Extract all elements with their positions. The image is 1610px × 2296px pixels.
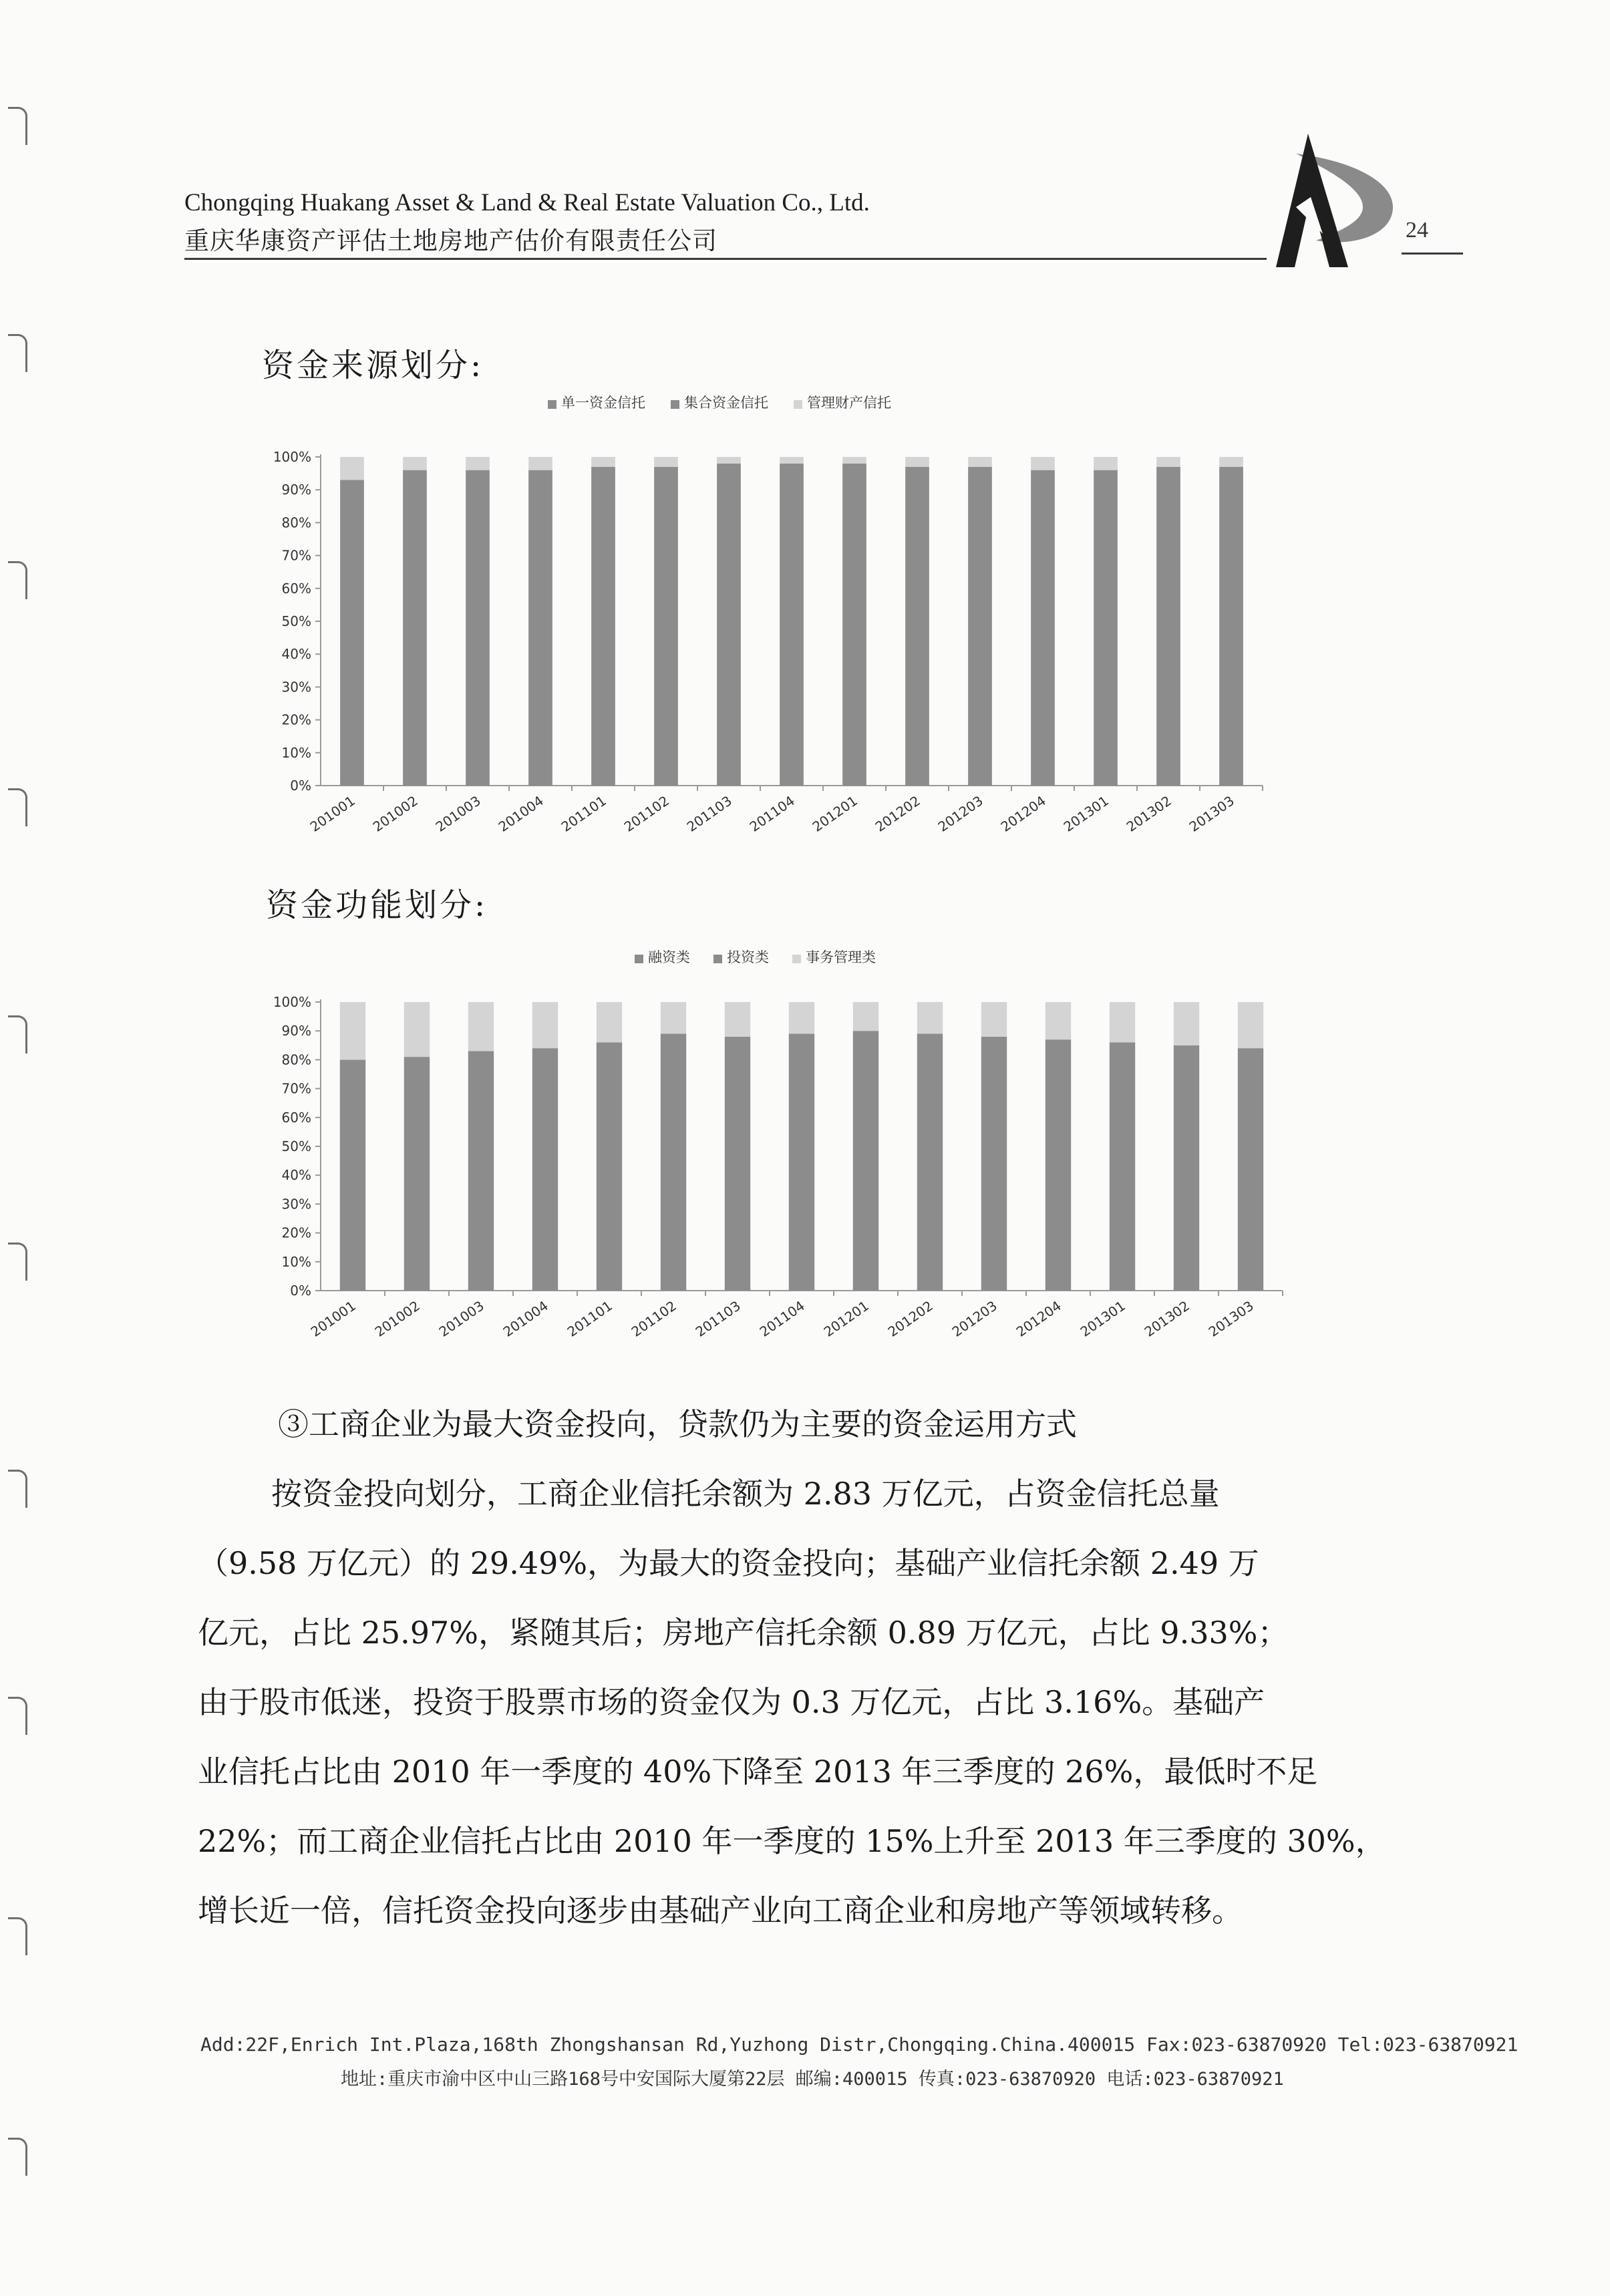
bar-segment	[853, 1031, 878, 1291]
page-number-rule	[1402, 253, 1463, 255]
company-logo	[1256, 134, 1396, 267]
bar-segment	[466, 457, 490, 470]
binder-mark	[8, 1917, 27, 1955]
legend-swatch	[792, 955, 801, 963]
bar-segment	[466, 470, 490, 786]
x-tick-label: 201204	[1013, 1297, 1064, 1340]
x-tick-label: 201104	[746, 792, 798, 835]
bar-segment	[1219, 467, 1243, 786]
x-tick-label: 201001	[307, 792, 358, 835]
binder-mark	[8, 1697, 27, 1735]
y-tick-label: 100%	[273, 994, 311, 1010]
bar-segment	[1094, 457, 1118, 470]
y-tick-label: 80%	[281, 1051, 311, 1068]
legend-label: 单一资金信托	[561, 395, 645, 411]
footer-address-cn: 地址:重庆市渝中区中山三路168号中安国际大厦第22层 邮编:400015 传真:023-63870920 电话:023-63870921	[341, 2069, 1284, 2090]
y-tick-label: 90%	[281, 1023, 311, 1039]
bar-segment	[917, 1034, 943, 1291]
y-tick-label: 80%	[281, 514, 311, 531]
bar-segment	[528, 470, 552, 786]
x-tick-label: 201301	[1060, 792, 1112, 835]
bar-segment	[340, 480, 364, 786]
y-tick-label: 70%	[281, 547, 311, 564]
bar-segment	[597, 1002, 622, 1042]
bar-segment	[905, 467, 929, 786]
binder-mark	[8, 107, 27, 145]
company-name-en: Chongqing Huakang Asset & Land & Real Estate Valuation Co., Ltd.	[184, 189, 870, 216]
bar-segment	[654, 467, 678, 786]
y-tick-label: 60%	[281, 580, 311, 597]
bar-segment	[789, 1034, 814, 1291]
legend-swatch	[548, 400, 556, 409]
fund-source-chart	[261, 387, 1303, 868]
y-tick-label: 20%	[281, 1224, 311, 1241]
x-tick-label: 201103	[692, 1297, 744, 1340]
bar-segment	[1219, 457, 1243, 467]
y-tick-label: 40%	[281, 1167, 311, 1184]
body-line: 按资金投向划分，工商企业信托余额为 2.83 万亿元，占资金信托总量	[271, 1476, 1220, 1512]
x-tick-label: 201301	[1077, 1297, 1128, 1340]
bar-segment	[725, 1037, 750, 1291]
bar-segment	[842, 457, 866, 464]
binder-mark	[8, 561, 27, 599]
body-line: （9.58 万亿元）的 29.49%，为最大的资金投向；基础产业信托余额 2.49 万	[198, 1545, 1259, 1581]
legend-label: 投资类	[727, 949, 769, 965]
company-name-cn: 重庆华康资产评估土地房地产估价有限责任公司	[184, 226, 717, 255]
bar-segment	[1045, 1039, 1071, 1291]
x-tick-label: 201202	[872, 792, 923, 835]
legend-swatch	[794, 400, 802, 409]
x-tick-label: 201203	[935, 792, 986, 835]
x-tick-label: 201303	[1205, 1297, 1257, 1340]
x-tick-label: 201201	[809, 792, 860, 835]
bar-segment	[468, 1002, 494, 1051]
y-tick-label: 40%	[281, 646, 311, 663]
x-tick-label: 201001	[307, 1297, 359, 1340]
bar-segment	[403, 457, 427, 470]
binder-mark	[8, 1470, 27, 1508]
y-tick-label: 0%	[290, 1283, 311, 1299]
y-tick-label: 60%	[281, 1109, 311, 1126]
legend-label: 集合资金信托	[684, 395, 768, 411]
legend-label: 融资类	[648, 949, 690, 965]
fund-function-title: 资金功能划分:	[266, 886, 488, 924]
body-line: 业信托占比由 2010 年一季度的 40%下降至 2013 年三季度的 26%，最低时不足	[198, 1754, 1318, 1790]
header-rule	[184, 258, 1267, 260]
y-tick-label: 10%	[281, 744, 311, 761]
bar-segment	[853, 1002, 878, 1031]
bar-segment	[597, 1042, 622, 1291]
bar-segment	[404, 1002, 430, 1057]
bar-segment	[780, 464, 804, 786]
x-tick-label: 201303	[1186, 792, 1237, 835]
bar-segment	[340, 1002, 365, 1059]
binder-mark	[8, 788, 27, 826]
x-tick-label: 201004	[500, 1297, 551, 1340]
binder-mark	[8, 1015, 27, 1053]
y-tick-label: 0%	[290, 778, 311, 794]
fund-source-title: 资金来源划分:	[262, 347, 484, 384]
x-tick-label: 201103	[683, 792, 735, 835]
body-heading: ③工商企业为最大资金投向，贷款仍为主要的资金运用方式	[278, 1406, 1077, 1442]
footer-address-en: Add:22F,Enrich Int.Plaza,168th Zhongshansan Rd,Yuzhong Distr,Chongqing.China.400015 Fax:023-63870920 Tel:023-63870921	[200, 2033, 1518, 2056]
bar-segment	[917, 1002, 943, 1034]
bar-segment	[905, 457, 929, 467]
x-tick-label: 201102	[621, 792, 672, 835]
legend-swatch	[635, 955, 643, 963]
legend-swatch	[671, 400, 679, 409]
x-tick-label: 201302	[1123, 792, 1174, 835]
bar-segment	[1174, 1045, 1199, 1291]
x-tick-label: 201002	[371, 1297, 423, 1340]
bar-segment	[1031, 457, 1055, 470]
body-line: 由于股市低迷，投资于股票市场的资金仅为 0.3 万亿元，占比 3.16%。基础产	[198, 1684, 1265, 1720]
x-tick-label: 201101	[558, 792, 609, 835]
bar-segment	[1045, 1002, 1071, 1039]
bar-segment	[1238, 1048, 1263, 1291]
x-tick-label: 201201	[820, 1297, 872, 1340]
legend-label: 事务管理类	[806, 949, 876, 965]
bar-segment	[1031, 470, 1055, 786]
binder-mark	[8, 2138, 27, 2176]
bar-segment	[1174, 1002, 1199, 1045]
binder-mark	[8, 334, 27, 372]
bar-segment	[1156, 457, 1180, 467]
bar-segment	[532, 1002, 558, 1048]
body-line: 增长近一倍，信托资金投向逐步由基础产业向工商企业和房地产等领域转移。	[198, 1893, 1243, 1929]
x-tick-label: 201102	[628, 1297, 679, 1340]
body-paragraph	[198, 1389, 1467, 1945]
bar-segment	[780, 457, 804, 464]
fund-function-chart	[261, 942, 1316, 1369]
bar-segment	[661, 1002, 686, 1034]
y-tick-label: 30%	[281, 679, 311, 695]
bar-segment	[532, 1048, 558, 1291]
bar-segment	[661, 1034, 686, 1291]
legend-swatch	[713, 955, 722, 963]
bar-segment	[717, 457, 741, 464]
bar-segment	[1238, 1002, 1263, 1048]
x-tick-label: 201002	[369, 792, 421, 835]
y-tick-label: 90%	[281, 482, 311, 498]
bar-segment	[1094, 470, 1118, 786]
bar-segment	[842, 464, 866, 786]
bar-segment	[968, 467, 992, 786]
y-tick-label: 100%	[273, 449, 311, 465]
x-tick-label: 201101	[564, 1297, 615, 1340]
bar-segment	[968, 457, 992, 467]
bar-segment	[1156, 467, 1180, 786]
bar-segment	[981, 1002, 1007, 1037]
x-tick-label: 201004	[495, 792, 546, 835]
bar-segment	[725, 1002, 750, 1037]
bar-segment	[981, 1037, 1007, 1291]
bar-segment	[340, 457, 364, 480]
y-tick-label: 50%	[281, 613, 311, 629]
x-tick-label: 201204	[997, 792, 1049, 835]
body-line: 亿元，占比 25.97%，紧随其后；房地产信托余额 0.89 万亿元，占比 9.33%；	[198, 1615, 1289, 1651]
y-tick-label: 20%	[281, 711, 311, 728]
bar-segment	[654, 457, 678, 467]
binder-mark	[8, 1243, 27, 1281]
bar-segment	[591, 457, 615, 467]
x-tick-label: 201302	[1141, 1297, 1192, 1340]
bar-segment	[717, 464, 741, 786]
bar-segment	[404, 1057, 430, 1291]
bar-segment	[528, 457, 552, 470]
bar-segment	[1110, 1002, 1135, 1042]
x-tick-label: 201003	[436, 1297, 487, 1340]
bar-segment	[789, 1002, 814, 1034]
y-tick-label: 70%	[281, 1080, 311, 1097]
x-tick-label: 201104	[756, 1297, 808, 1340]
x-tick-label: 201202	[884, 1297, 936, 1340]
x-tick-label: 201003	[432, 792, 484, 835]
bar-segment	[340, 1059, 365, 1291]
legend-label: 管理财产信托	[807, 395, 891, 411]
bar-segment	[591, 467, 615, 786]
x-tick-label: 201203	[949, 1297, 1000, 1340]
bar-segment	[1110, 1042, 1135, 1291]
y-tick-label: 30%	[281, 1196, 311, 1212]
page-number: 24	[1406, 218, 1428, 242]
y-tick-label: 10%	[281, 1253, 311, 1270]
bar-segment	[403, 470, 427, 786]
y-tick-label: 50%	[281, 1138, 311, 1154]
body-line: 22%；而工商企业信托占比由 2010 年一季度的 15%上升至 2013 年三季度的 30%，	[198, 1823, 1386, 1859]
bar-segment	[468, 1051, 494, 1291]
